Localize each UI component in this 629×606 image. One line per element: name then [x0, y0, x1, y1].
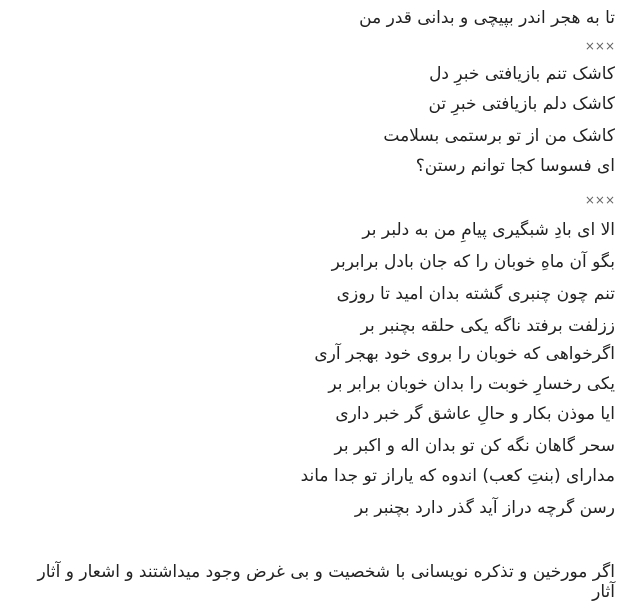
verse-line: رسن گرچه دراز آید گذر دارد بچنبر بر	[354, 498, 615, 518]
verse-line: سحر گاهان نگه کن تو بدان اله و اکبر بر	[334, 436, 615, 456]
verse-line: ایا موذن بکار و حالِ عاشق گر خبر داری	[335, 404, 615, 424]
verse-line: ای فسوسا کجا توانم رستن؟	[415, 156, 615, 176]
verse-line: مدارای (بنتِ کعب) اندوه که یاراز تو جدا ماند	[300, 466, 615, 486]
prose-paragraph: اگر مورخین و تذکره نویسانی با شخصیت و بی غرض وجود میداشتند و اشعار و آثار	[37, 562, 615, 582]
verse-line: الا ای بادِ شبگیری پیامِ من به دلبر بر	[362, 220, 615, 240]
verse-line: یکی رخسارِ خوبت را بدان خوبان برابر بر	[328, 374, 615, 394]
prose-next-line-fragment	[15, 582, 615, 602]
verse-line: اگرخواهی که خوبان را بروی خود بهجر آری	[314, 344, 615, 364]
verse-line: ززلفت برفتد ناگه یکی حلقه بچنبر بر	[360, 316, 615, 336]
prose-fragment-text: آثار	[592, 582, 615, 602]
verse-line: کاشک تنم بازیافتی خبرِ دل	[429, 64, 615, 84]
verse-line: کاشک دلم بازیافتی خبرِ تن	[428, 94, 615, 114]
verse-line: تنم چون چنبری گشته بدان امید تا روزی	[336, 284, 615, 304]
section-separator: ×××	[584, 193, 615, 207]
verse-line: تا به هجر اندر بپیچی و بدانی قدر من	[359, 8, 615, 28]
section-separator: ×××	[584, 39, 615, 53]
verse-line: بگو آن ماهِ خوبان را که جان بادل برابربر	[331, 252, 615, 272]
verse-line: کاشک من از تو برستمی بسلامت	[383, 126, 615, 146]
